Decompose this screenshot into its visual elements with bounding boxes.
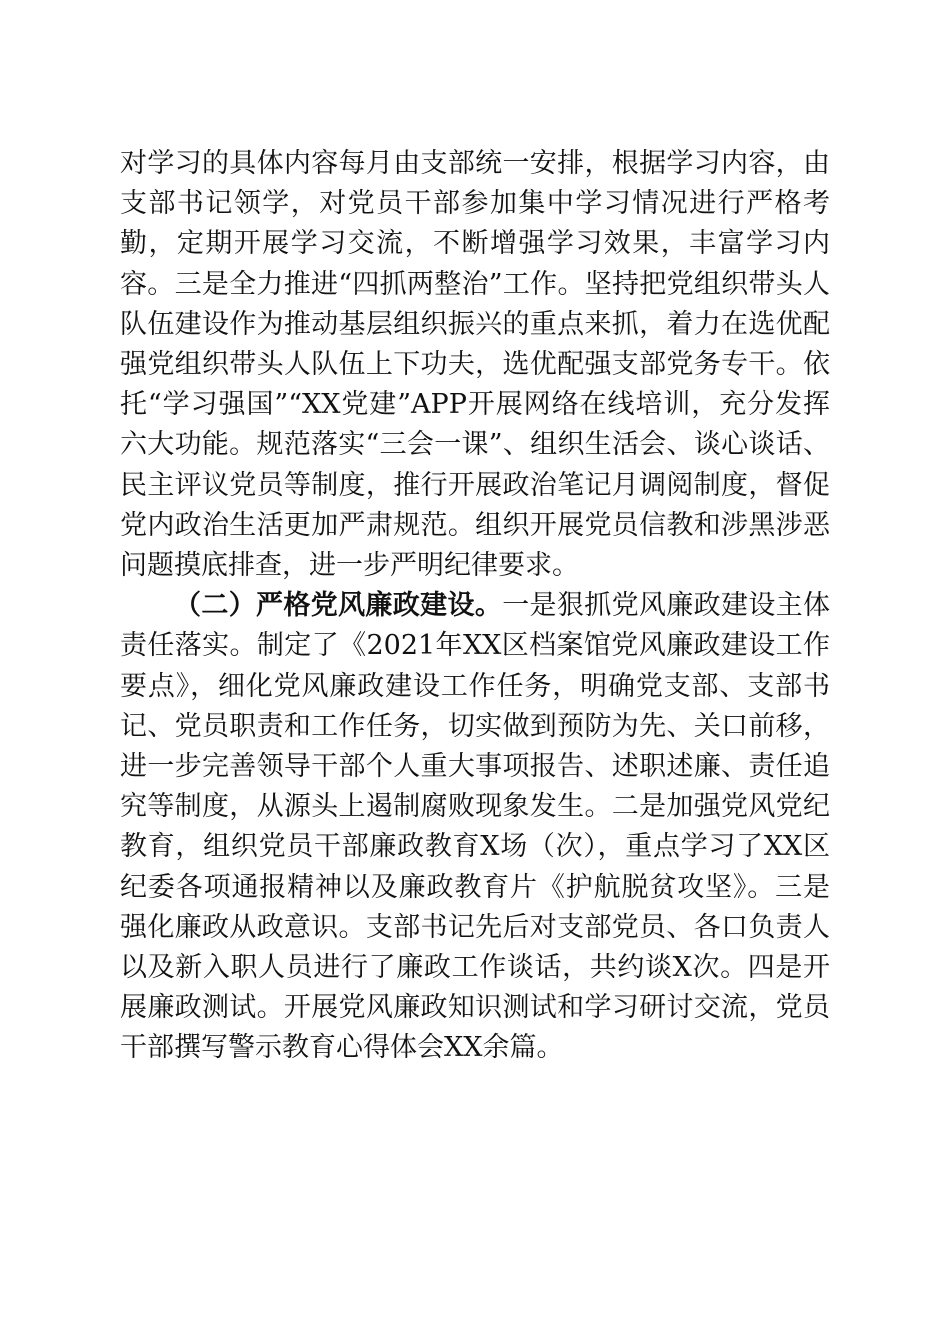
section-heading: （二）严格党风廉政建设。	[174, 590, 503, 622]
document-page	[120, 144, 830, 1069]
section-body: 一是狠抓党风廉政建设主体责任落实。制定了《2021年XX区档案馆党风廉政建设工作要点》，细化党风廉政建设工作任务，明确党支部、支部书记、党员职责和工作任务，切实做到预防为先、关口前移，进一步完善领导干部个人重大事项报告、述职述廉、责任追究等制度，从源头上遏制腐败现象发生。二是加强党风党纪教育，组织党员干部廉政教育X场（次），重点学习了XX区纪委各项通报精神以及廉政教育片《护航脱贫攻坚》。三是强化廉政从政意识。支部书记先后对支部党员、各口负责人以及新入职人员进行了廉政工作谈话，共约谈X次。四是开展廉政测试。开展党风廉政知识测试和学习研讨交流，党员干部撰写警示教育心得体会XX余篇。	[120, 590, 831, 1064]
paragraph-section-two	[120, 586, 830, 1068]
paragraph-continued: 对学习的具体内容每月由支部统一安排，根据学习内容，由支部书记领学，对党员干部参加集中学习情况进行严格考勤，定期开展学习交流，不断增强学习效果，丰富学习内容。三是全力推进“四抓两整治”工作。坚持把党组织带头人队伍建设作为推动基层组织振兴的重点来抓，着力在选优配强党组织带头人队伍上下功夫，选优配强支部党务专干。依托“学习强国”“XX党建”APP开展网络在线培训，充分发挥六大功能。规范落实“三会一课”、组织生活会、谈心谈话、民主评议党员等制度，推行开展政治笔记月调阅制度，督促党内政治生活更加严肃规范。组织开展党员信教和涉黑涉恶问题摸底排查，进一步严明纪律要求。	[120, 148, 830, 582]
